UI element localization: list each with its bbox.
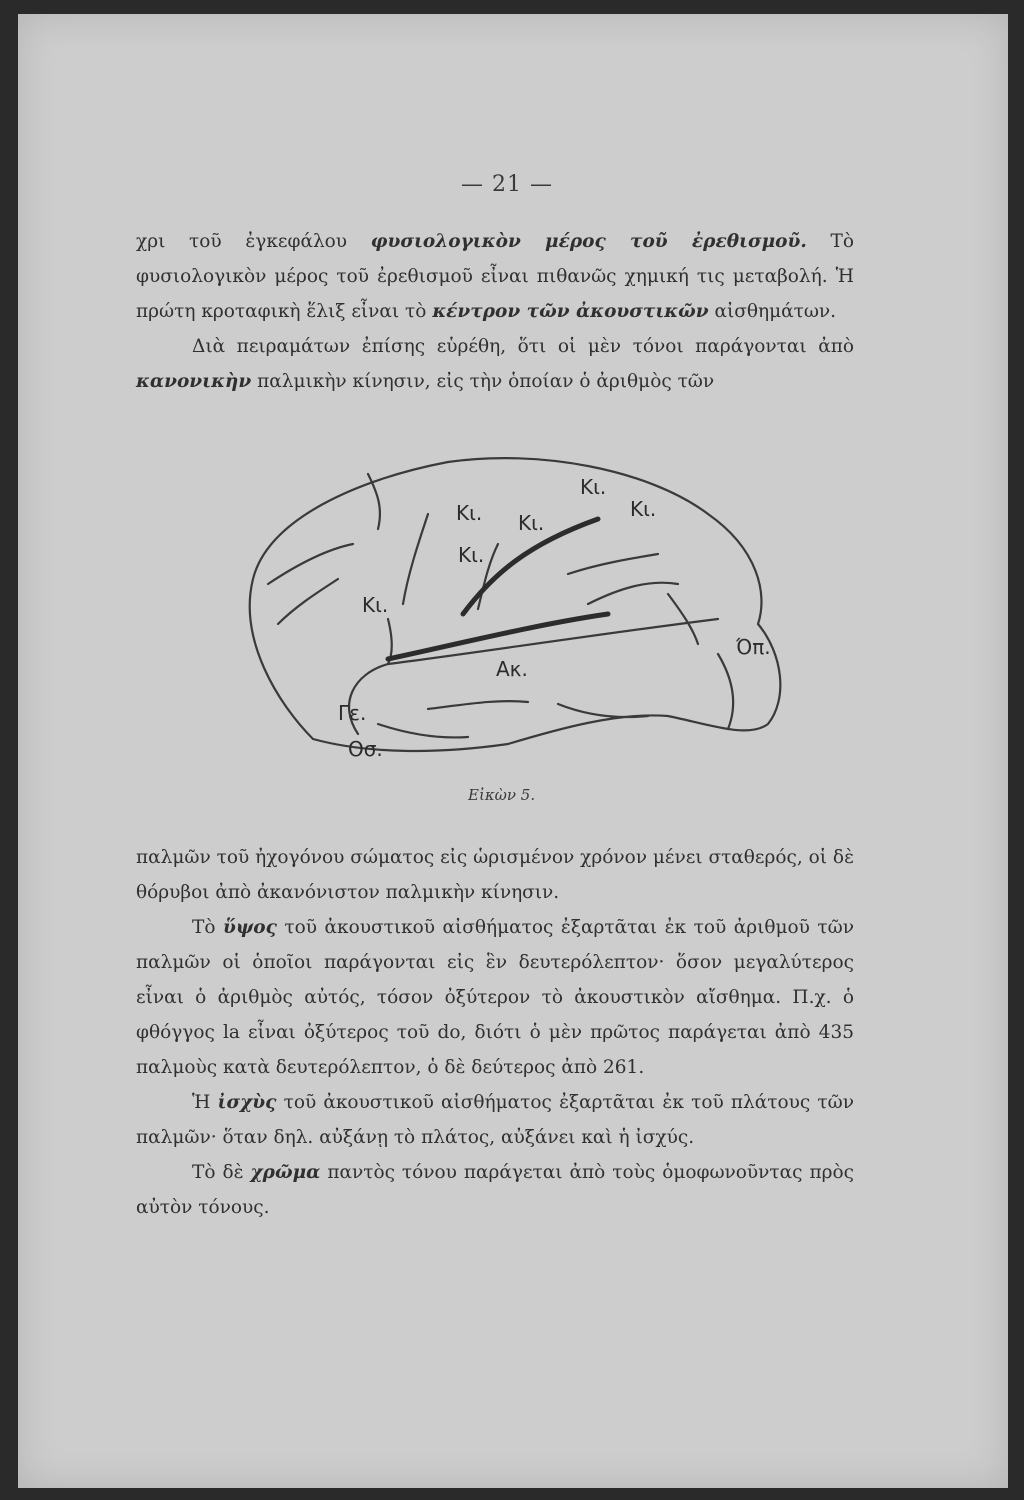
brain-label-2: Κι. bbox=[518, 511, 545, 535]
gyrus-line-1 bbox=[268, 544, 353, 584]
paragraph-2 bbox=[136, 329, 854, 399]
paragraph-2-run-2: παλμικὴν κίνησιν, εἰς τὴν ὁποίαν ὁ ἀριθμὸς τῶν bbox=[251, 371, 715, 392]
brain-diagram bbox=[238, 454, 798, 784]
paragraph-1-emphasis-2: κέντρον τῶν ἀκουστικῶν bbox=[432, 301, 709, 322]
gyrus-line-4 bbox=[403, 514, 428, 604]
gyrus-line-6 bbox=[568, 554, 658, 574]
paragraph-6-run-1: Τὸ δὲ bbox=[192, 1162, 251, 1183]
paragraph-6-run-2: παντὸς τόνου παράγεται ἀπὸ τοὺς ὁμοφωνοῦντας πρὸς αὐτὸν τόνους. bbox=[136, 1162, 854, 1218]
paragraph-4-run-2: τοῦ ἀκουστικοῦ αἰσθήματος ἐξαρτᾶται ἐκ τοῦ ἀριθμοῦ τῶν παλμῶν οἱ ὁποῖοι παράγονται εἰς ἓν δευτερόλεπτον· ὅσον μεγαλύτερος εἶναι ὁ ἀριθμὸς αὐτός, τόσον ὀξύτερον τὸ ἀκουστικὸν αἴσθημα. Π.χ. ὁ φθόγγος la εἶναι ὀξύτερος τοῦ do, διότι ὁ μὲν πρῶτος παράγεται ἀπὸ 435 παλμοὺς κατὰ δευτερόλεπτον, ὁ δὲ δεύτερος ἀπὸ 261. bbox=[136, 917, 854, 1078]
paragraph-4-emphasis-1: ὕψος bbox=[223, 917, 277, 938]
brain-outline bbox=[250, 458, 781, 751]
paragraph-2-emphasis-1: κανονικὴν bbox=[136, 371, 252, 392]
brain-label-6: Κι. bbox=[362, 593, 389, 617]
paragraph-1-run-3: αἰσθημάτων. bbox=[708, 301, 837, 322]
gyrus-line-10 bbox=[428, 701, 528, 709]
paragraph-5-emphasis-1: ἰσχὺς bbox=[217, 1092, 277, 1113]
brain-label-8: Όπ. bbox=[736, 635, 771, 659]
paragraph-4 bbox=[136, 910, 854, 1085]
paragraph-3: παλμῶν τοῦ ἠχογόνου σώματος εἰς ὡρισμένον χρόνον μένει σταθερός, οἱ δὲ θόρυβοι ἀπὸ ἀκανόνιστον παλμικὴν κίνησιν. bbox=[136, 847, 854, 903]
brain-label-4: Κι. bbox=[630, 497, 657, 521]
paragraph-2-run-1: Διὰ πειραμάτων ἐπίσης εὑρέθη, ὅτι οἱ μὲν τόνοι παράγονται ἀπὸ bbox=[192, 336, 854, 357]
paragraph-1-run-2: Τὸ φυσιολογικὸν μέρος τοῦ ἐρεθισμοῦ εἶναι πιθανῶς χημική τις μεταβολή. Ἡ πρώτη κροταφικὴ ἕλιξ εἶναι τὸ bbox=[136, 231, 854, 322]
paragraph-5-run-1: Ἡ bbox=[192, 1092, 218, 1113]
book-page bbox=[18, 14, 1008, 1488]
gyrus-line-9 bbox=[668, 594, 698, 644]
paragraph-1-run-1: χρι τοῦ ἐγκεφάλου bbox=[136, 231, 371, 252]
paragraph-4-run-1: Τὸ bbox=[192, 917, 223, 938]
brain-label-1: Κι. bbox=[456, 501, 483, 525]
gyrus-line-2 bbox=[278, 579, 338, 624]
paragraph-5 bbox=[136, 1085, 854, 1155]
gyrus-line-12 bbox=[718, 654, 733, 729]
brain-label-7: Ακ. bbox=[496, 657, 528, 681]
gyrus-line-7 bbox=[588, 583, 678, 604]
paragraph-1 bbox=[136, 224, 854, 329]
sylvian-fissure bbox=[388, 614, 608, 659]
text-block-bottom bbox=[136, 840, 854, 1225]
brain-figure bbox=[238, 454, 798, 784]
brain-label-10: Οσ. bbox=[348, 737, 383, 761]
paragraph-6-emphasis-1: χρῶμα bbox=[250, 1162, 321, 1183]
figure-caption: Εἰκὼν 5. bbox=[468, 786, 536, 804]
paragraph-6 bbox=[136, 1155, 854, 1225]
text-block-top bbox=[136, 224, 854, 399]
paragraph-5-run-2: τοῦ ἀκουστικοῦ αἰσθήματος ἐξαρτᾶται ἐκ τοῦ πλάτους τῶν παλμῶν· ὅταν δηλ. αὐξάνῃ τὸ πλάτος, αὐξάνει καὶ ἡ ἰσχύς. bbox=[136, 1092, 854, 1148]
brain-label-3: Κι. bbox=[580, 475, 607, 499]
brain-label-5: Κι. bbox=[458, 543, 485, 567]
gyrus-line-13 bbox=[378, 724, 468, 737]
brain-label-9: Γε. bbox=[338, 701, 367, 725]
page-number: — 21 — bbox=[461, 172, 553, 197]
paragraph-1-emphasis-1: φυσιολογικὸν μέρος τοῦ ἐρεθισμοῦ. bbox=[370, 231, 807, 252]
